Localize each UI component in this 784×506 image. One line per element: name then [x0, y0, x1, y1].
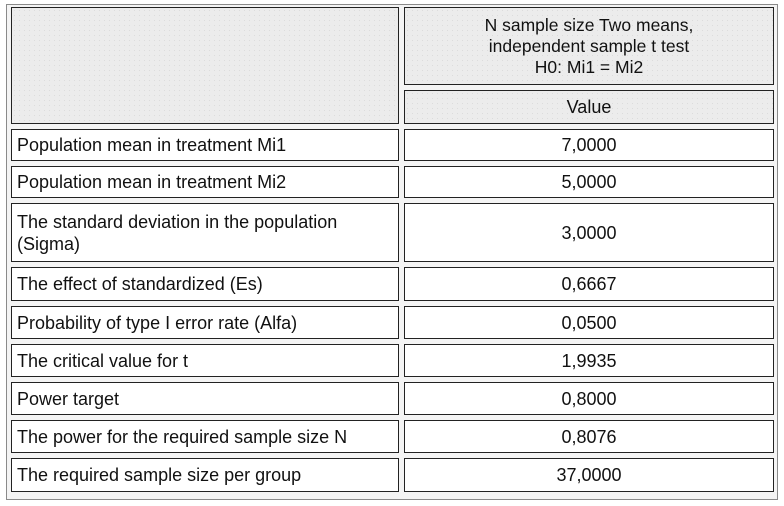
table-row-label — [11, 344, 399, 377]
table-row-value — [404, 420, 774, 453]
table-title-cell — [404, 7, 774, 85]
table-row-label — [11, 203, 399, 262]
table-row-label — [11, 306, 399, 339]
row-value-text: 0,6667 — [561, 274, 617, 294]
table-row-label — [11, 267, 399, 301]
table-row-value — [404, 203, 774, 262]
row-value-text: 1,9935 — [561, 350, 617, 371]
row-value-text: 37,0000 — [556, 465, 622, 485]
table-row-value — [404, 382, 774, 415]
table-row-value — [404, 166, 774, 198]
table-row-label — [11, 129, 399, 161]
value-column-header-label: Value — [566, 97, 612, 117]
table-row-label — [11, 382, 399, 415]
header-blank-cell — [11, 7, 399, 124]
row-label-text: The critical value for t — [17, 350, 189, 371]
table-title-line-2: independent sample t test — [488, 35, 690, 56]
table-row-value — [404, 344, 774, 377]
row-label-text: Population mean in treatment Mi1 — [17, 135, 287, 155]
row-label-text: Population mean in treatment Mi2 — [17, 172, 287, 192]
value-column-header — [404, 90, 774, 124]
row-value-text: 0,0500 — [561, 312, 617, 333]
row-label-text: Probability of type I error rate (Alfa) — [17, 312, 298, 333]
table-row-label — [11, 420, 399, 453]
row-label-text: Power target — [17, 388, 120, 409]
table-row-value — [404, 267, 774, 301]
table-title-line-3: H0: Mi1 = Mi2 — [534, 56, 644, 77]
row-label-text: The standard deviation in the population (Sigma) — [17, 211, 338, 254]
row-value-text: 3,0000 — [561, 222, 617, 243]
row-value-text: 7,0000 — [561, 135, 617, 155]
table-title-line-1: N sample size Two means, — [484, 14, 694, 35]
table-row-value — [404, 458, 774, 492]
table-row-value — [404, 129, 774, 161]
row-label-text: The effect of standardized (Es) — [17, 274, 263, 294]
table-row-label — [11, 458, 399, 492]
row-label-text: The required sample size per group — [17, 465, 302, 485]
row-value-text: 5,0000 — [561, 172, 617, 192]
row-label-text: The power for the required sample size N — [17, 426, 348, 447]
row-value-text: 0,8076 — [561, 426, 617, 447]
table-row-label — [11, 166, 399, 198]
row-value-text: 0,8000 — [561, 388, 617, 409]
table-row-value — [404, 306, 774, 339]
